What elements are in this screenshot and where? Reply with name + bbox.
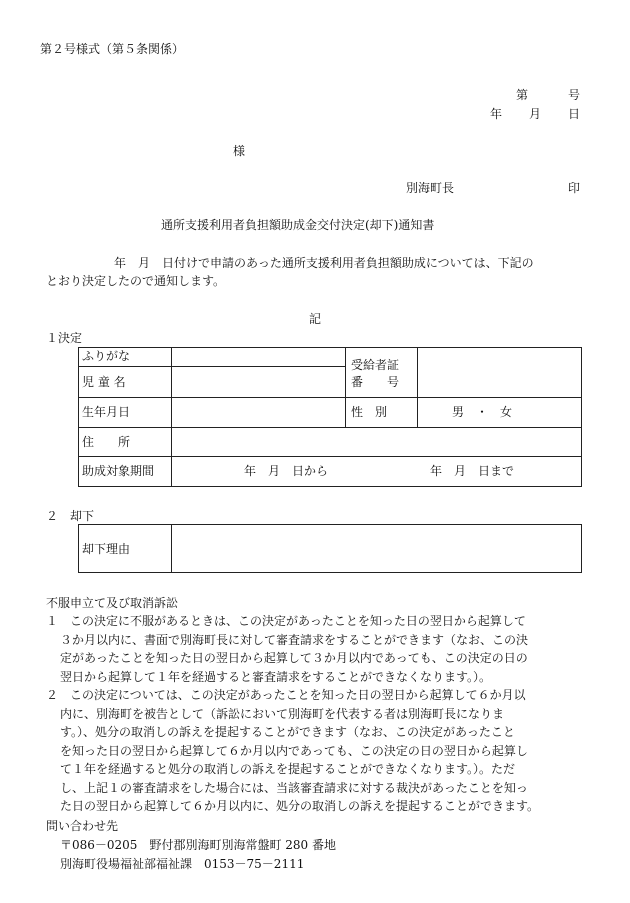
child-name-label: 児 童 名 bbox=[82, 375, 126, 389]
appeal-item-2-line: し、上記１の審査請求をした場合には、当該審査請求に対する裁決があったことを知っ bbox=[60, 780, 528, 795]
recipient-no-label-2: 番 号 bbox=[351, 375, 400, 389]
sex-options: 男 ・ 女 bbox=[452, 405, 513, 419]
number-label-dai: 第 bbox=[516, 88, 529, 102]
intro-line-2: とおり決定したので通知します。 bbox=[46, 274, 226, 288]
form-number: 第２号様式（第５条関係） bbox=[40, 42, 185, 56]
appeal-heading: 不服申立て及び取消訴訟 bbox=[46, 596, 179, 610]
section1-heading: １決定 bbox=[46, 331, 83, 345]
furigana-label: ふりがな bbox=[82, 349, 131, 363]
appeal-item-1-line: 定があったことを知った日の翌日から起算して３か月以内であっても、この決定の日の bbox=[60, 651, 528, 665]
period-to: 年 月 日まで bbox=[430, 464, 515, 478]
appeal-item-1-line: １ この決定に不服があるときは、この決定があったことを知った日の翌日から起算して bbox=[46, 614, 526, 628]
document-title: 通所支援利用者負担額助成金交付決定(却下)通知書 bbox=[161, 218, 435, 232]
number-label-go: 号 bbox=[568, 88, 581, 102]
period-label: 助成対象期間 bbox=[82, 464, 155, 478]
date-day-label: 日 bbox=[568, 107, 581, 121]
contact-heading: 問い合わせ先 bbox=[46, 819, 119, 833]
appeal-item-1-line: ３か月以内に、書面で別海町長に対して審査請求をすることができます（なお、この決 bbox=[60, 632, 529, 647]
intro-line-1: 年 月 日付けで申請のあった通所支援利用者負担額助成については、下記の bbox=[114, 256, 534, 270]
recipient-suffix: 様 bbox=[233, 144, 246, 158]
appeal-item-2-line: 内に、別海町を被告として（訴訟において別海町を代表する者は別海町長になりま bbox=[60, 706, 505, 721]
ki-label: 記 bbox=[309, 312, 322, 326]
issuer-seal: 印 bbox=[568, 181, 581, 195]
appeal-item-2-line: ２ この決定については、この決定があったことを知った日の翌日から起算して６か月以 bbox=[46, 688, 526, 702]
appeal-item-2 bbox=[46, 686, 539, 816]
contact-office: 別海町役場福祉部福祉課 0153－75－2111 bbox=[60, 857, 305, 871]
recipient-no-label-1: 受給者証 bbox=[351, 358, 400, 372]
date-year-label: 年 bbox=[490, 107, 503, 121]
appeal-item-2-line: た日の翌日から起算して６か月以内に、処分の取消しの訴えを提起することができます。 bbox=[60, 799, 540, 813]
section2-heading: ２ 却下 bbox=[46, 509, 95, 523]
appeal-item-2-line: て１年を経過すると処分の取消しの訴えを提起することができなくなります。）。ただ bbox=[60, 762, 516, 776]
date-month-label: 月 bbox=[529, 107, 542, 121]
address-label: 住 所 bbox=[82, 435, 131, 449]
contact-address: 〒086－0205 野付郡別海町別海常盤町 280 番地 bbox=[60, 838, 336, 852]
appeal-item-2-line: を知った日の翌日から起算して６か月以内であっても、この決定の日の翌日から起算し bbox=[60, 743, 528, 758]
appeal-item-2-line: す。）、処分の取消しの訴えを提起することができます（なお、この決定があったこと bbox=[60, 725, 515, 739]
appeal-item-1-line: 翌日から起算して１年を経過すると審査請求をすることができなくなります。）。 bbox=[60, 669, 492, 684]
sex-label: 性 別 bbox=[351, 405, 388, 419]
birthdate-label: 生年月日 bbox=[82, 405, 131, 419]
appeal-item-1 bbox=[46, 612, 528, 686]
period-from: 年 月 日から bbox=[244, 464, 329, 478]
issuer-name: 別海町長 bbox=[406, 181, 455, 195]
rejection-reason-label: 却下理由 bbox=[82, 542, 131, 556]
